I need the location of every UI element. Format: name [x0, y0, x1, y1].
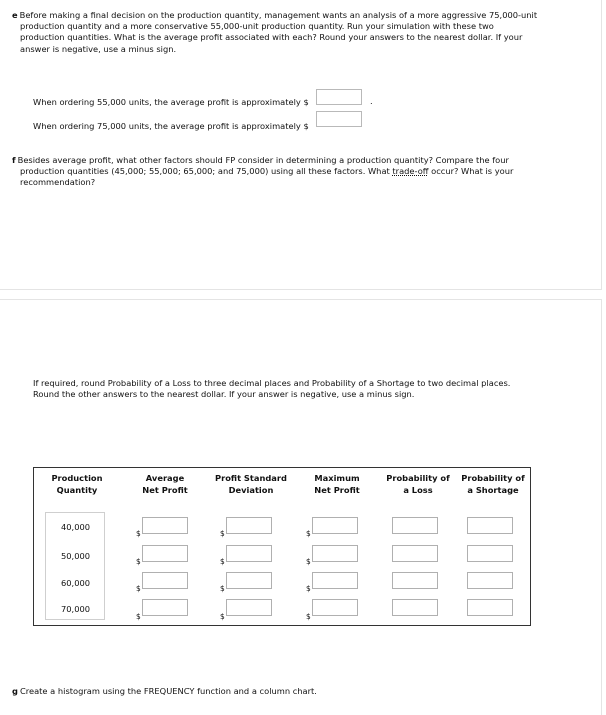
- row-quantity-70000: 70,000: [61, 604, 91, 614]
- max-net-profit-input-40000[interactable]: [312, 517, 358, 534]
- prob-loss-input-50000[interactable]: [392, 545, 438, 562]
- prob-loss-input-70000[interactable]: [392, 599, 438, 616]
- rounding-instructions: [33, 378, 553, 399]
- header-short-line2: a Shortage: [467, 485, 519, 495]
- part-e-paragraph: [12, 10, 540, 55]
- part-e-text: Before making a final decision on the production quantity, management wants an analysis of a more aggressive 75,000-unit production quantity and a more conservative 55,000-unit production quantity. Run your simulation with these two production quantities. What is the average profit associated with each? Round your answers to the nearest dollar. If your answer is negative, use a minus sign.: [19, 10, 538, 54]
- max-net-profit-input-50000[interactable]: [312, 545, 358, 562]
- header-production-quantity: [40, 472, 114, 496]
- avg-profit-75000-input[interactable]: [316, 111, 362, 127]
- std-dev-input-70000[interactable]: [226, 599, 272, 616]
- header-qty-line1: Production: [51, 473, 103, 483]
- avg-net-profit-input-50000[interactable]: [142, 545, 188, 562]
- avg-profit-55000-input[interactable]: [316, 89, 362, 105]
- currency-sign: $: [220, 529, 225, 538]
- currency-sign: $: [220, 612, 225, 621]
- header-std-line2: Deviation: [228, 485, 274, 495]
- currency-sign: $: [136, 557, 141, 566]
- part-g-paragraph: [12, 686, 540, 697]
- answer-line-55000-label: When ordering 55,000 units, the average profit is approximately $: [33, 97, 309, 107]
- part-g-text: Create a histogram using the FREQUENCY function and a column chart.: [19, 686, 317, 696]
- header-max-line1: Maximum: [314, 473, 360, 483]
- row-quantity-60000: 60,000: [61, 578, 91, 588]
- rounding-instructions-line1: If required, round Probability of a Loss to three decimal places and Probability of a Shortage to two decimal places.: [33, 378, 511, 388]
- std-dev-input-60000[interactable]: [226, 572, 272, 589]
- row-quantity-50000: 50,000: [61, 551, 91, 561]
- rounding-instructions-line2: Round the other answers to the nearest dollar. If your answer is negative, use a minus sign.: [33, 388, 415, 399]
- part-f-text-after: occur? What is your recommendation?: [20, 166, 514, 188]
- header-avg-line1: Average: [145, 473, 185, 483]
- prob-shortage-input-50000[interactable]: [467, 545, 513, 562]
- question-card-e-f: [0, 0, 602, 290]
- row-quantity-40000: 40,000: [61, 522, 91, 532]
- part-e-letter: e: [12, 10, 18, 20]
- answer-line-55000-period: .: [370, 96, 373, 106]
- currency-sign: $: [220, 584, 225, 593]
- prob-shortage-input-70000[interactable]: [467, 599, 513, 616]
- currency-sign: $: [306, 557, 311, 566]
- prob-loss-input-40000[interactable]: [392, 517, 438, 534]
- header-loss-line1: Probability of: [386, 473, 450, 483]
- avg-net-profit-input-60000[interactable]: [142, 572, 188, 589]
- tradeoff-term: trade-off: [392, 166, 429, 177]
- prob-loss-input-60000[interactable]: [392, 572, 438, 589]
- max-net-profit-input-70000[interactable]: [312, 599, 358, 616]
- header-short-line1: Probability of: [461, 473, 525, 483]
- answer-line-75000: [33, 121, 309, 131]
- header-qty-line2: Quantity: [56, 485, 98, 495]
- header-std-line1: Profit Standard: [215, 473, 287, 483]
- prob-shortage-input-60000[interactable]: [467, 572, 513, 589]
- part-f-text-before: Besides average profit, what other factors should FP consider in determining a production quantity? Compare the four production quantities (45,000; 55,000; 65,000; and 75,000) using all these factors. What: [17, 155, 509, 177]
- answer-line-75000-label: When ordering 75,000 units, the average profit is approximately $: [33, 121, 309, 131]
- part-f-letter: f: [12, 155, 16, 165]
- part-g-letter: g: [12, 686, 18, 696]
- currency-sign: $: [136, 612, 141, 621]
- header-average-net-profit: [130, 472, 200, 496]
- currency-sign: $: [306, 612, 311, 621]
- header-probability-shortage: [456, 472, 530, 496]
- std-dev-input-50000[interactable]: [226, 545, 272, 562]
- currency-sign: $: [136, 584, 141, 593]
- std-dev-input-40000[interactable]: [226, 517, 272, 534]
- answer-line-55000: [33, 97, 309, 107]
- currency-sign: $: [220, 557, 225, 566]
- header-probability-loss: [380, 472, 456, 496]
- header-loss-line2: a Loss: [403, 485, 433, 495]
- header-maximum-net-profit: [304, 472, 370, 496]
- prob-shortage-input-40000[interactable]: [467, 517, 513, 534]
- max-net-profit-input-60000[interactable]: [312, 572, 358, 589]
- currency-sign: $: [306, 529, 311, 538]
- part-f-paragraph: [12, 155, 540, 189]
- avg-net-profit-input-70000[interactable]: [142, 599, 188, 616]
- header-profit-std-dev: [208, 472, 294, 496]
- header-avg-line2: Net Profit: [142, 485, 188, 495]
- currency-sign: $: [136, 529, 141, 538]
- currency-sign: $: [306, 584, 311, 593]
- avg-net-profit-input-40000[interactable]: [142, 517, 188, 534]
- header-max-line2: Net Profit: [314, 485, 360, 495]
